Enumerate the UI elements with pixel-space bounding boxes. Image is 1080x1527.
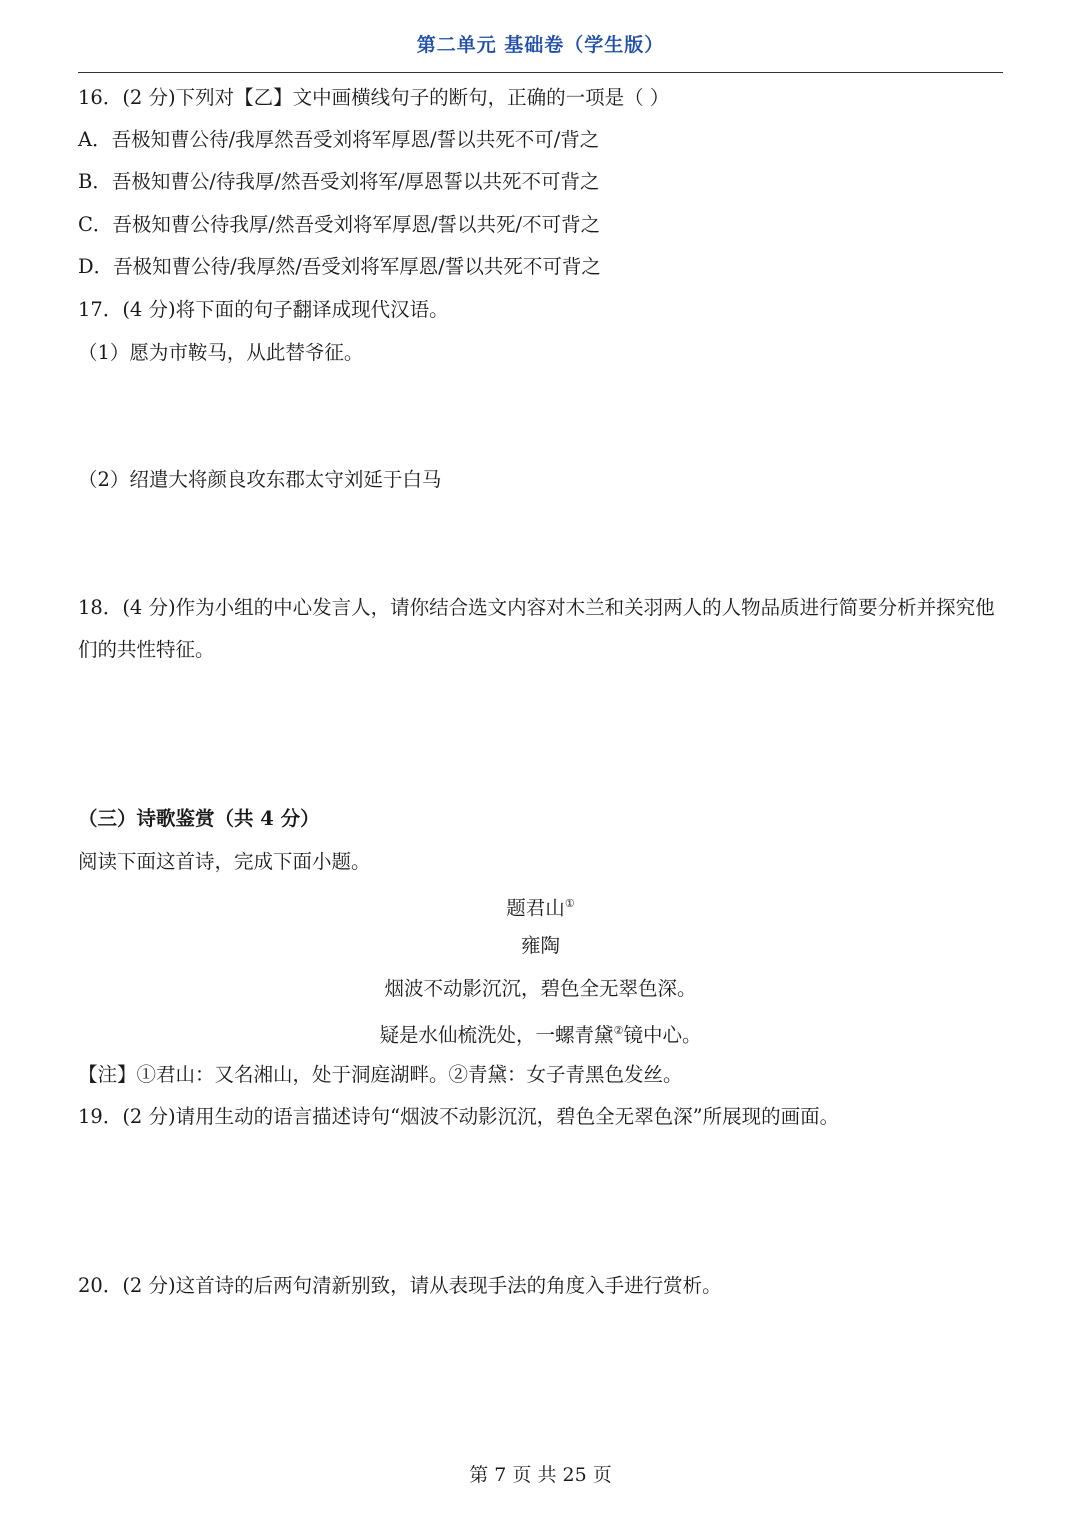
poem-line-1: 烟波不动影沉沉，碧色全无翠色深。 bbox=[384, 977, 697, 1000]
poem-line-2 bbox=[78, 1017, 1003, 1050]
question-17-part-1: （1）愿为市鞍马，从此替爷征。 bbox=[78, 341, 364, 364]
section-3-intro: 阅读下面这首诗，完成下面小题。 bbox=[78, 850, 371, 873]
question-17-part-2: （2）绍遣大将颜良攻东郡太守刘延于白马 bbox=[78, 468, 442, 491]
question-19-stem: 19．(2 分)请用生动的语言描述诗句“烟波不动影沉沉，碧色全无翠色深”所展现的画面。 bbox=[78, 1105, 840, 1128]
question-16-option-a: A．吾极知曹公待/我厚然吾受刘将军厚恩/誓以共死不可/背之 bbox=[78, 128, 600, 151]
page-footer-number: 第 7 页 共 25 页 bbox=[469, 1464, 612, 1486]
poem-line-2-part-a: 疑是水仙梳洗处，一螺青黛 bbox=[379, 1023, 614, 1047]
poem-title-text: 题君山 bbox=[506, 896, 565, 920]
poem-author: 雍陶 bbox=[520, 934, 560, 957]
question-16-stem: 16．(2 分)下列对【乙】文中画横线句子的断句，正确的一项是（ ） bbox=[78, 86, 670, 109]
question-17-stem: 17．(4 分)将下面的句子翻译成现代汉语。 bbox=[78, 298, 449, 321]
page-header-title: 第二单元 基础卷（学生版） bbox=[416, 34, 665, 56]
poem-line-2-part-b: 镜中心。 bbox=[623, 1023, 702, 1047]
header-divider bbox=[78, 72, 1003, 73]
poem-title bbox=[78, 890, 1003, 923]
poem-note: 【注】①君山：又名湘山，处于洞庭湖畔。②青黛：女子青黑色发丝。 bbox=[78, 1063, 683, 1086]
poem-line-2-footnote-mark: ② bbox=[613, 1024, 624, 1037]
section-3-title: （三）诗歌鉴赏（共 4 分） bbox=[78, 807, 320, 830]
poem-title-footnote-mark: ① bbox=[564, 897, 575, 910]
question-16-option-b: B．吾极知曹公/待我厚/然吾受刘将军/厚恩誓以共死不可背之 bbox=[78, 170, 600, 193]
question-16-option-d: D．吾极知曹公待/我厚然/吾受刘将军厚恩/誓以共死不可背之 bbox=[78, 255, 601, 278]
question-16-option-c: C．吾极知曹公待我厚/然吾受刘将军厚恩/誓以共死/不可背之 bbox=[78, 213, 601, 236]
question-18-stem: 18．(4 分)作为小组的中心发言人，请你结合选文内容对木兰和关羽两人的人物品质进行简要分析并探究他们的共性特征。 bbox=[78, 596, 995, 661]
question-20-stem: 20．(2 分)这首诗的后两句清新别致，请从表现手法的角度入手进行赏析。 bbox=[78, 1274, 722, 1297]
